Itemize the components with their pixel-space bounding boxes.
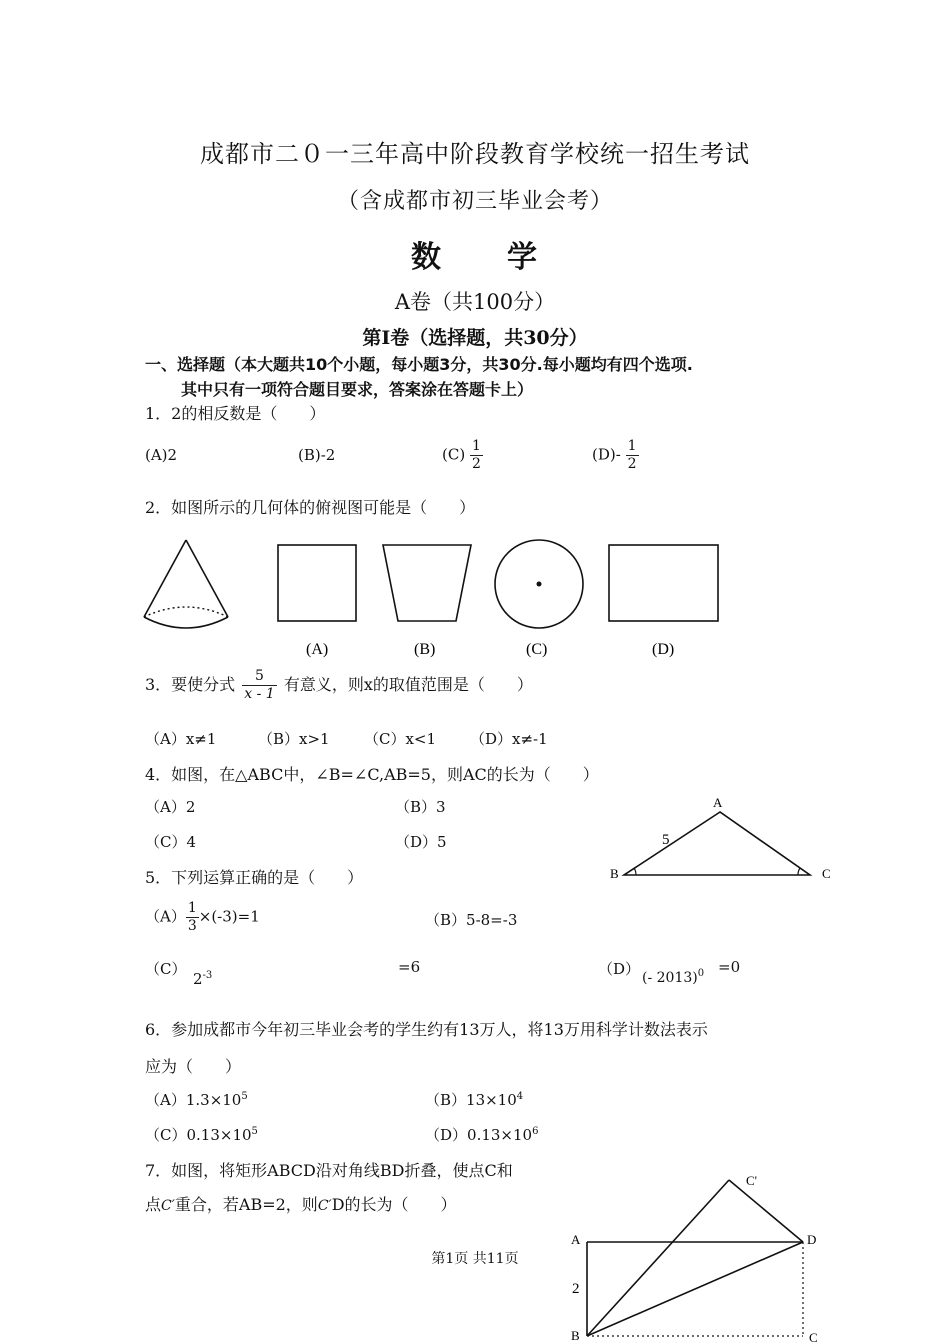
section-instruction-line2: 其中只有一项符合题目要求，答案涂在答题卡上）	[181, 380, 534, 399]
q1-option-a: (A)2	[145, 446, 178, 464]
vertex-c-label: C	[809, 1330, 818, 1344]
q3-option-c: （C）x<1	[364, 730, 437, 748]
option-b-trapezoid	[383, 545, 471, 621]
cone-figure	[144, 540, 228, 628]
q1-option-b: (B)-2	[298, 446, 336, 464]
q3-option-b: （B）x>1	[258, 730, 330, 748]
q2-stem: 2．如图所示的几何体的俯视图可能是（ ）	[145, 498, 476, 517]
q1-option-d	[592, 438, 639, 473]
q5-option-c-label: （C）	[145, 960, 187, 978]
option-a-square	[278, 545, 356, 621]
vertex-d-label: D	[807, 1232, 817, 1247]
vertex-b-label: B	[571, 1328, 580, 1343]
option-d-rectangle	[609, 545, 718, 621]
q6-stem-line2: 应为（ ）	[145, 1057, 242, 1076]
q3-stem-pre: 3．要使分式	[145, 675, 236, 694]
vertex-c-label: C	[822, 866, 831, 881]
vertex-c-prime-label: C'	[746, 1173, 758, 1188]
volume-title: A卷（共100分）	[394, 290, 556, 314]
q6-stem-line1: 6．参加成都市今年初三毕业会考的学生约有13万人，将13万用科学计数法表示	[145, 1020, 708, 1039]
vertex-a-label: A	[713, 795, 723, 810]
q4-option-d: （D）5	[395, 833, 447, 851]
q4-option-c: （C）4	[145, 833, 197, 851]
q2-label-c: (C)	[526, 641, 548, 658]
vertex-b-label: B	[610, 866, 619, 881]
q2-label-d: (D)	[652, 641, 675, 658]
q4-option-a: （A）2	[145, 798, 196, 816]
exam-subtitle: （含成都市初三毕业会考）	[336, 189, 613, 214]
q7-stem-line2: 点C′重合，若AB=2，则C′D的长为（ ）	[145, 1195, 457, 1214]
q2-label-b: (B)	[414, 641, 436, 658]
subject-title: 数 学	[411, 240, 539, 275]
q3-stem-post: 有意义，则x的取值范围是（ ）	[283, 675, 533, 694]
q5-option-a-fraction: $\frac{1}{3}$	[187, 900, 197, 934]
q1-option-d-label: (D)-	[592, 445, 621, 464]
q2-figure	[138, 535, 738, 665]
q5-option-c-result: =6	[398, 958, 421, 976]
q1-option-c-label: (C)	[442, 445, 466, 464]
triangle-abc	[624, 812, 810, 875]
q3-fraction: $\frac{5}{x - 1}$	[244, 668, 275, 702]
part-title: 第Ⅰ卷（选择题，共30分）	[362, 327, 588, 349]
option-c-center-dot	[537, 582, 542, 587]
q4-stem: 4．如图，在△ABC中，∠B=∠C,AB=5，则AC的长为（ ）	[145, 765, 599, 784]
q5-option-a: （A） $\frac{1}{3}$ ×(-3)=1	[145, 900, 260, 934]
q5-option-c-power: $2^{-3}$	[193, 970, 213, 988]
q5-option-d-power: (- 2013)$^0$	[642, 968, 705, 986]
q6-option-a: $(A)1.3\times 10^5$	[145, 1091, 248, 1109]
q3-option-a: （A）x≠1	[145, 730, 217, 748]
side-c-prime-d	[729, 1180, 803, 1242]
q3-option-d: （D）x≠-1	[470, 730, 548, 748]
q6-option-c: $(C)0.13\times 10^5$	[145, 1126, 258, 1144]
q4-triangle-figure	[600, 790, 840, 890]
q5-option-b: （B）5-8=-3	[425, 911, 518, 929]
q1-option-c	[442, 438, 483, 473]
vertex-a-label: A	[571, 1232, 581, 1247]
q3-stem	[145, 668, 533, 703]
side-ab-length-label: 2	[572, 1281, 580, 1297]
angle-c-arc	[798, 868, 800, 875]
q4-option-b: （B）3	[395, 798, 446, 816]
q1-option-d-fraction: $\frac{1}{2}$	[627, 438, 637, 472]
exam-title: 成都市二０一三年高中阶段教育学校统一招生考试	[200, 140, 750, 168]
q5-option-d-result: =0	[718, 958, 741, 976]
q1-stem: 1．2的相反数是（ ）	[145, 404, 326, 423]
q6-option-b: $(B)13\times 10^4$	[425, 1091, 524, 1109]
q6-option-d: $(D)0.13\times 10^6$	[425, 1126, 539, 1144]
q2-label-a: (A)	[306, 641, 329, 658]
page-footer: 第1页 共11页	[431, 1251, 519, 1267]
q5-stem: 5．下列运算正确的是（ ）	[145, 868, 364, 887]
q5-option-d-label: （D）	[598, 960, 641, 978]
q1-option-c-fraction: $\frac{1}{2}$	[471, 438, 481, 472]
section-instruction-line1: 一、选择题（本大题共10个小题，每小题3分，共30分.每小题均有四个选项.	[145, 355, 693, 374]
side-ab-label: 5	[662, 832, 670, 848]
q7-stem-line1: 7．如图，将矩形ABCD沿对角线BD折叠，使点C和	[145, 1161, 513, 1180]
angle-b-arc	[634, 868, 636, 875]
